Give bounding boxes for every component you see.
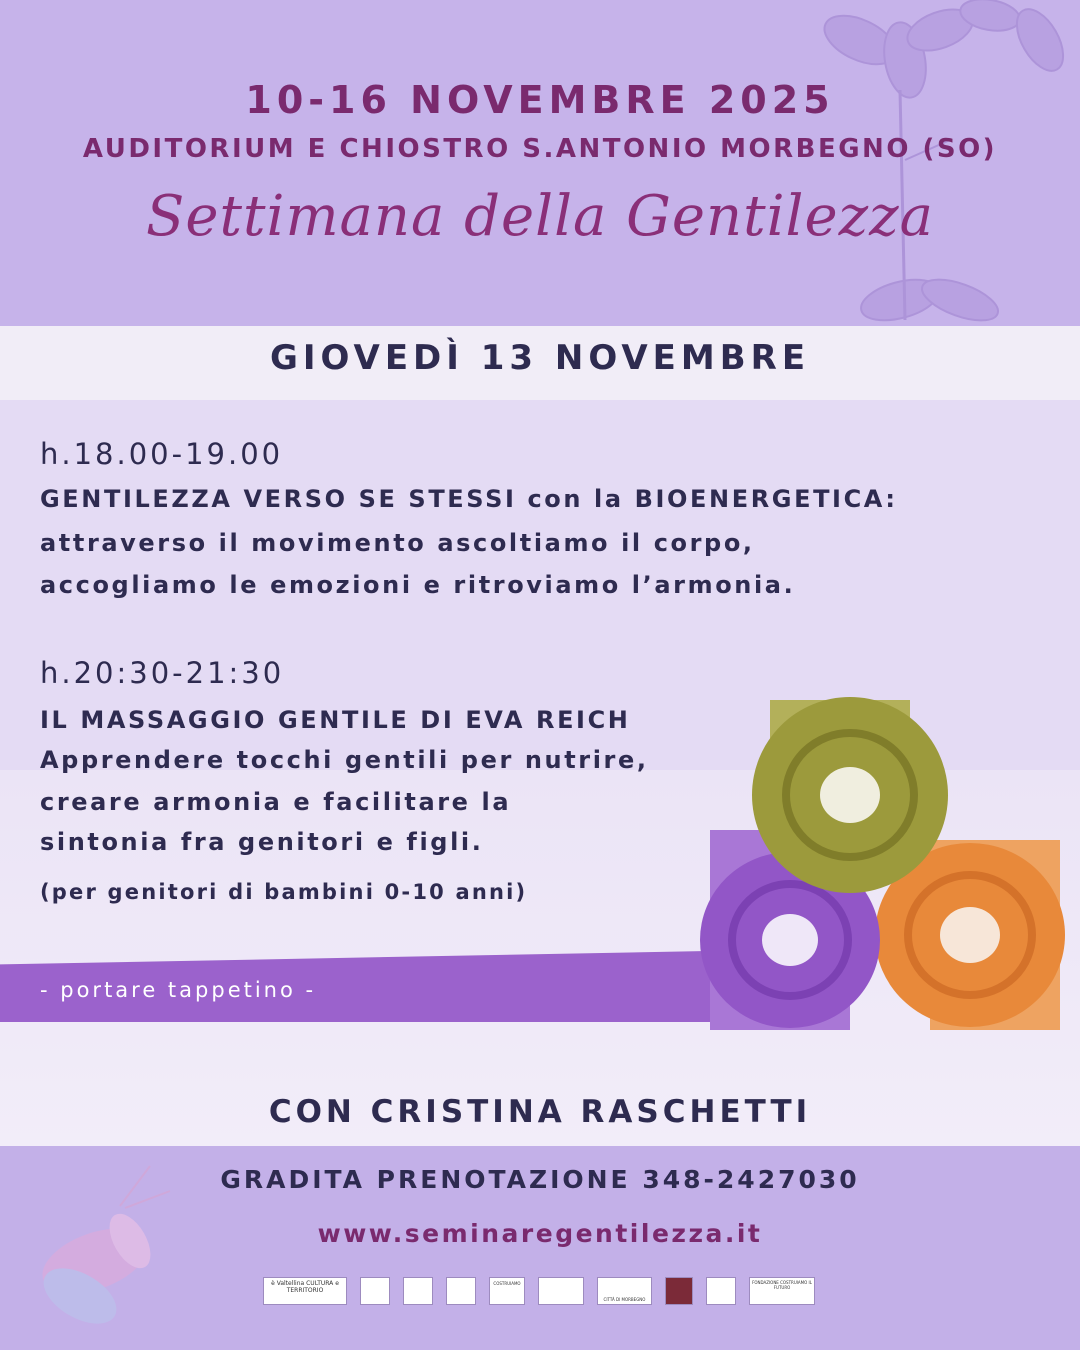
sponsor-logo-valtellina: è Valtellina CULTURA e TERRITORIO bbox=[263, 1277, 347, 1305]
rolled-mats-illustration bbox=[690, 680, 1080, 1040]
session-2-line-2: Apprendere tocchi gentili per nutrire, bbox=[40, 746, 649, 774]
session-2-line-1: IL MASSAGGIO GENTILE DI EVA REICH bbox=[40, 706, 631, 734]
sponsor-logo-2 bbox=[360, 1277, 390, 1305]
sponsor-logo-fondazione: FONDAZIONE COSTRUIAMO IL FUTURO bbox=[749, 1277, 815, 1305]
booking-info: GRADITA PRENOTAZIONE 348-2427030 bbox=[220, 1165, 860, 1194]
event-venue: AUDITORIUM E CHIOSTRO S.ANTONIO MORBEGNO (SO) bbox=[82, 134, 998, 164]
bring-mat-note: - portare tappetino - bbox=[40, 978, 317, 1002]
session-1-line-1: GENTILEZZA VERSO SE STESSI con la BIOENERGETICA: bbox=[40, 485, 898, 513]
session-1-line-2: attraverso il movimento ascoltiamo il corpo, bbox=[40, 529, 755, 557]
sponsor-logo-costruiamo: COSTRUIAMO bbox=[489, 1277, 525, 1305]
host-name: CON CRISTINA RASCHETTI bbox=[268, 1094, 812, 1130]
sponsor-logo-9 bbox=[706, 1277, 736, 1305]
event-dates: 10-16 NOVEMBRE 2025 bbox=[245, 78, 835, 122]
session-2-line-4: sintonia fra genitori e figli. bbox=[40, 828, 484, 856]
website-link[interactable]: www.seminaregentilezza.it bbox=[317, 1219, 763, 1248]
sponsor-logo-4 bbox=[446, 1277, 476, 1305]
session-2-line-5: (per genitori di bambini 0-10 anni) bbox=[40, 880, 528, 904]
sponsor-logo-8 bbox=[665, 1277, 693, 1305]
sponsor-logo-morbegno: CITTÀ DI MORBEGNO bbox=[597, 1277, 652, 1305]
session-1-line-3: accogliamo le emozioni e ritroviamo l’armonia. bbox=[40, 571, 796, 599]
session-2-line-3: creare armonia e facilitare la bbox=[40, 788, 512, 816]
olive-mat-roll bbox=[752, 697, 948, 893]
session-2-time: h.20:30-21:30 bbox=[40, 656, 285, 690]
event-title: Settimana della Gentilezza bbox=[146, 184, 934, 249]
day-title: GIOVEDÌ 13 NOVEMBRE bbox=[269, 338, 811, 378]
sponsor-logo-6 bbox=[538, 1277, 584, 1305]
sponsor-logo-3 bbox=[403, 1277, 433, 1305]
session-1-time: h.18.00-19.00 bbox=[40, 437, 284, 471]
